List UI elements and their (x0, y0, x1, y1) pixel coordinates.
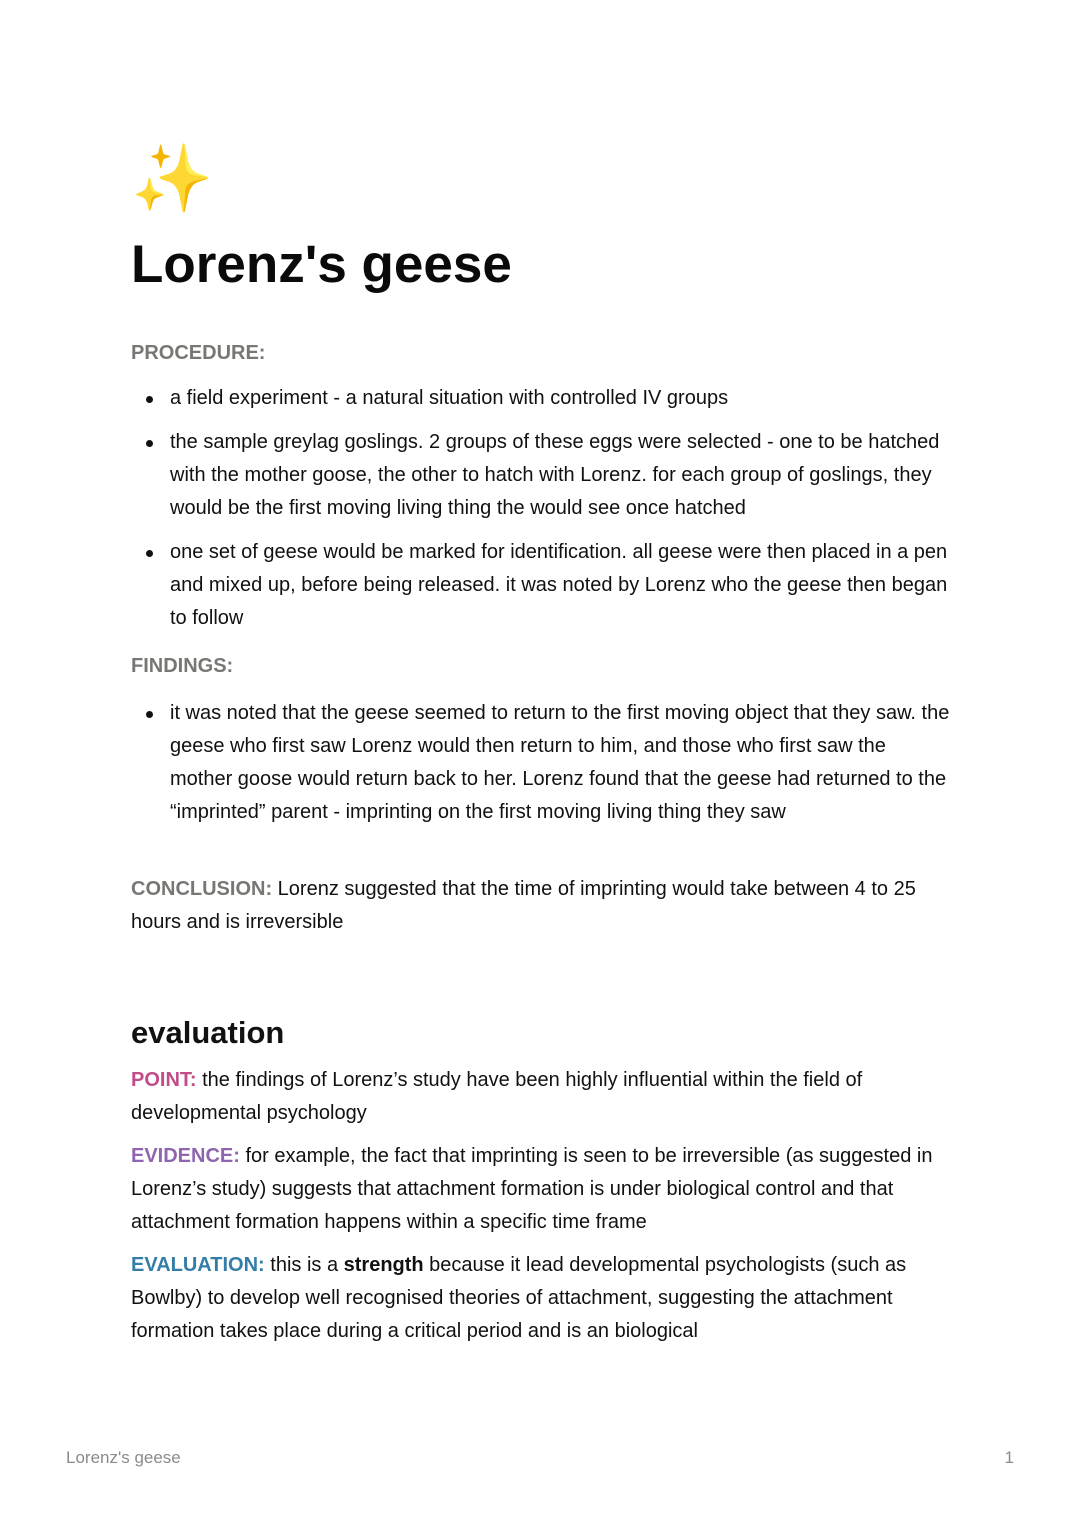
page-number: 1 (1004, 1448, 1014, 1467)
list-item: a field experiment - a natural situation with controlled IV groups (170, 382, 953, 415)
evidence-paragraph (131, 1140, 953, 1239)
conclusion-text: Lorenz suggested that the time of imprinting would take between 4 to 25 hours and is irreversible (131, 878, 916, 933)
evaluation-text-bold: strength (343, 1254, 424, 1276)
evaluation-heading: evaluation (131, 1015, 285, 1050)
evaluation-text-pre: this is a (264, 1254, 344, 1276)
point-label: POINT: (131, 1069, 197, 1091)
evaluation-text-post: because it lead developmental psychologists (such as Bowlby) to develop well recognised theories of attachment, suggesting the attachment formation takes place during a critical period and is an biological (131, 1254, 907, 1342)
footer-title: Lorenz's geese (66, 1448, 181, 1467)
point-text: the findings of Lorenz’s study have been highly influential within the field of developmental psychology (131, 1069, 863, 1124)
page-title: Lorenz's geese (131, 235, 512, 294)
point-paragraph (131, 1064, 953, 1130)
evidence-label: EVIDENCE: (131, 1145, 240, 1167)
findings-heading: FINDINGS: (131, 655, 234, 677)
list-item: one set of geese would be marked for identification. all geese were then placed in a pen and mixed up, before being released. it was noted by Lorenz who the geese then began to follow (170, 536, 953, 635)
findings-list (131, 697, 953, 840)
conclusion-paragraph (131, 873, 953, 939)
findings-label (131, 650, 953, 683)
evaluation-label: EVALUATION: (131, 1254, 265, 1276)
evaluation-paragraph (131, 1249, 953, 1348)
evidence-text: for example, the fact that imprinting is seen to be irreversible (as suggested in Lorenz’s study) suggests that attachment formation is under biological control and that attachment formation happens within a specific time frame (131, 1145, 933, 1233)
sparkles-icon: ✨ (131, 141, 214, 215)
list-item: the sample greylag goslings. 2 groups of these eggs were selected - one to be hatched with the mother goose, the other to hatch with Lorenz. for each group of goslings, they would be the first moving living thing the would see once hatched (170, 426, 953, 525)
procedure-list (131, 382, 953, 646)
list-item: it was noted that the geese seemed to return to the first moving object that they saw. the geese who first saw Lorenz would then return to him, and those who first saw the mother goose would return back to her. Lorenz found that the geese had returned to the “imprinted” parent - imprinting on the first moving living thing they saw (170, 697, 953, 829)
procedure-heading: PROCEDURE: (131, 342, 266, 364)
procedure-label (131, 337, 953, 370)
conclusion-heading: CONCLUSION: (131, 878, 273, 900)
